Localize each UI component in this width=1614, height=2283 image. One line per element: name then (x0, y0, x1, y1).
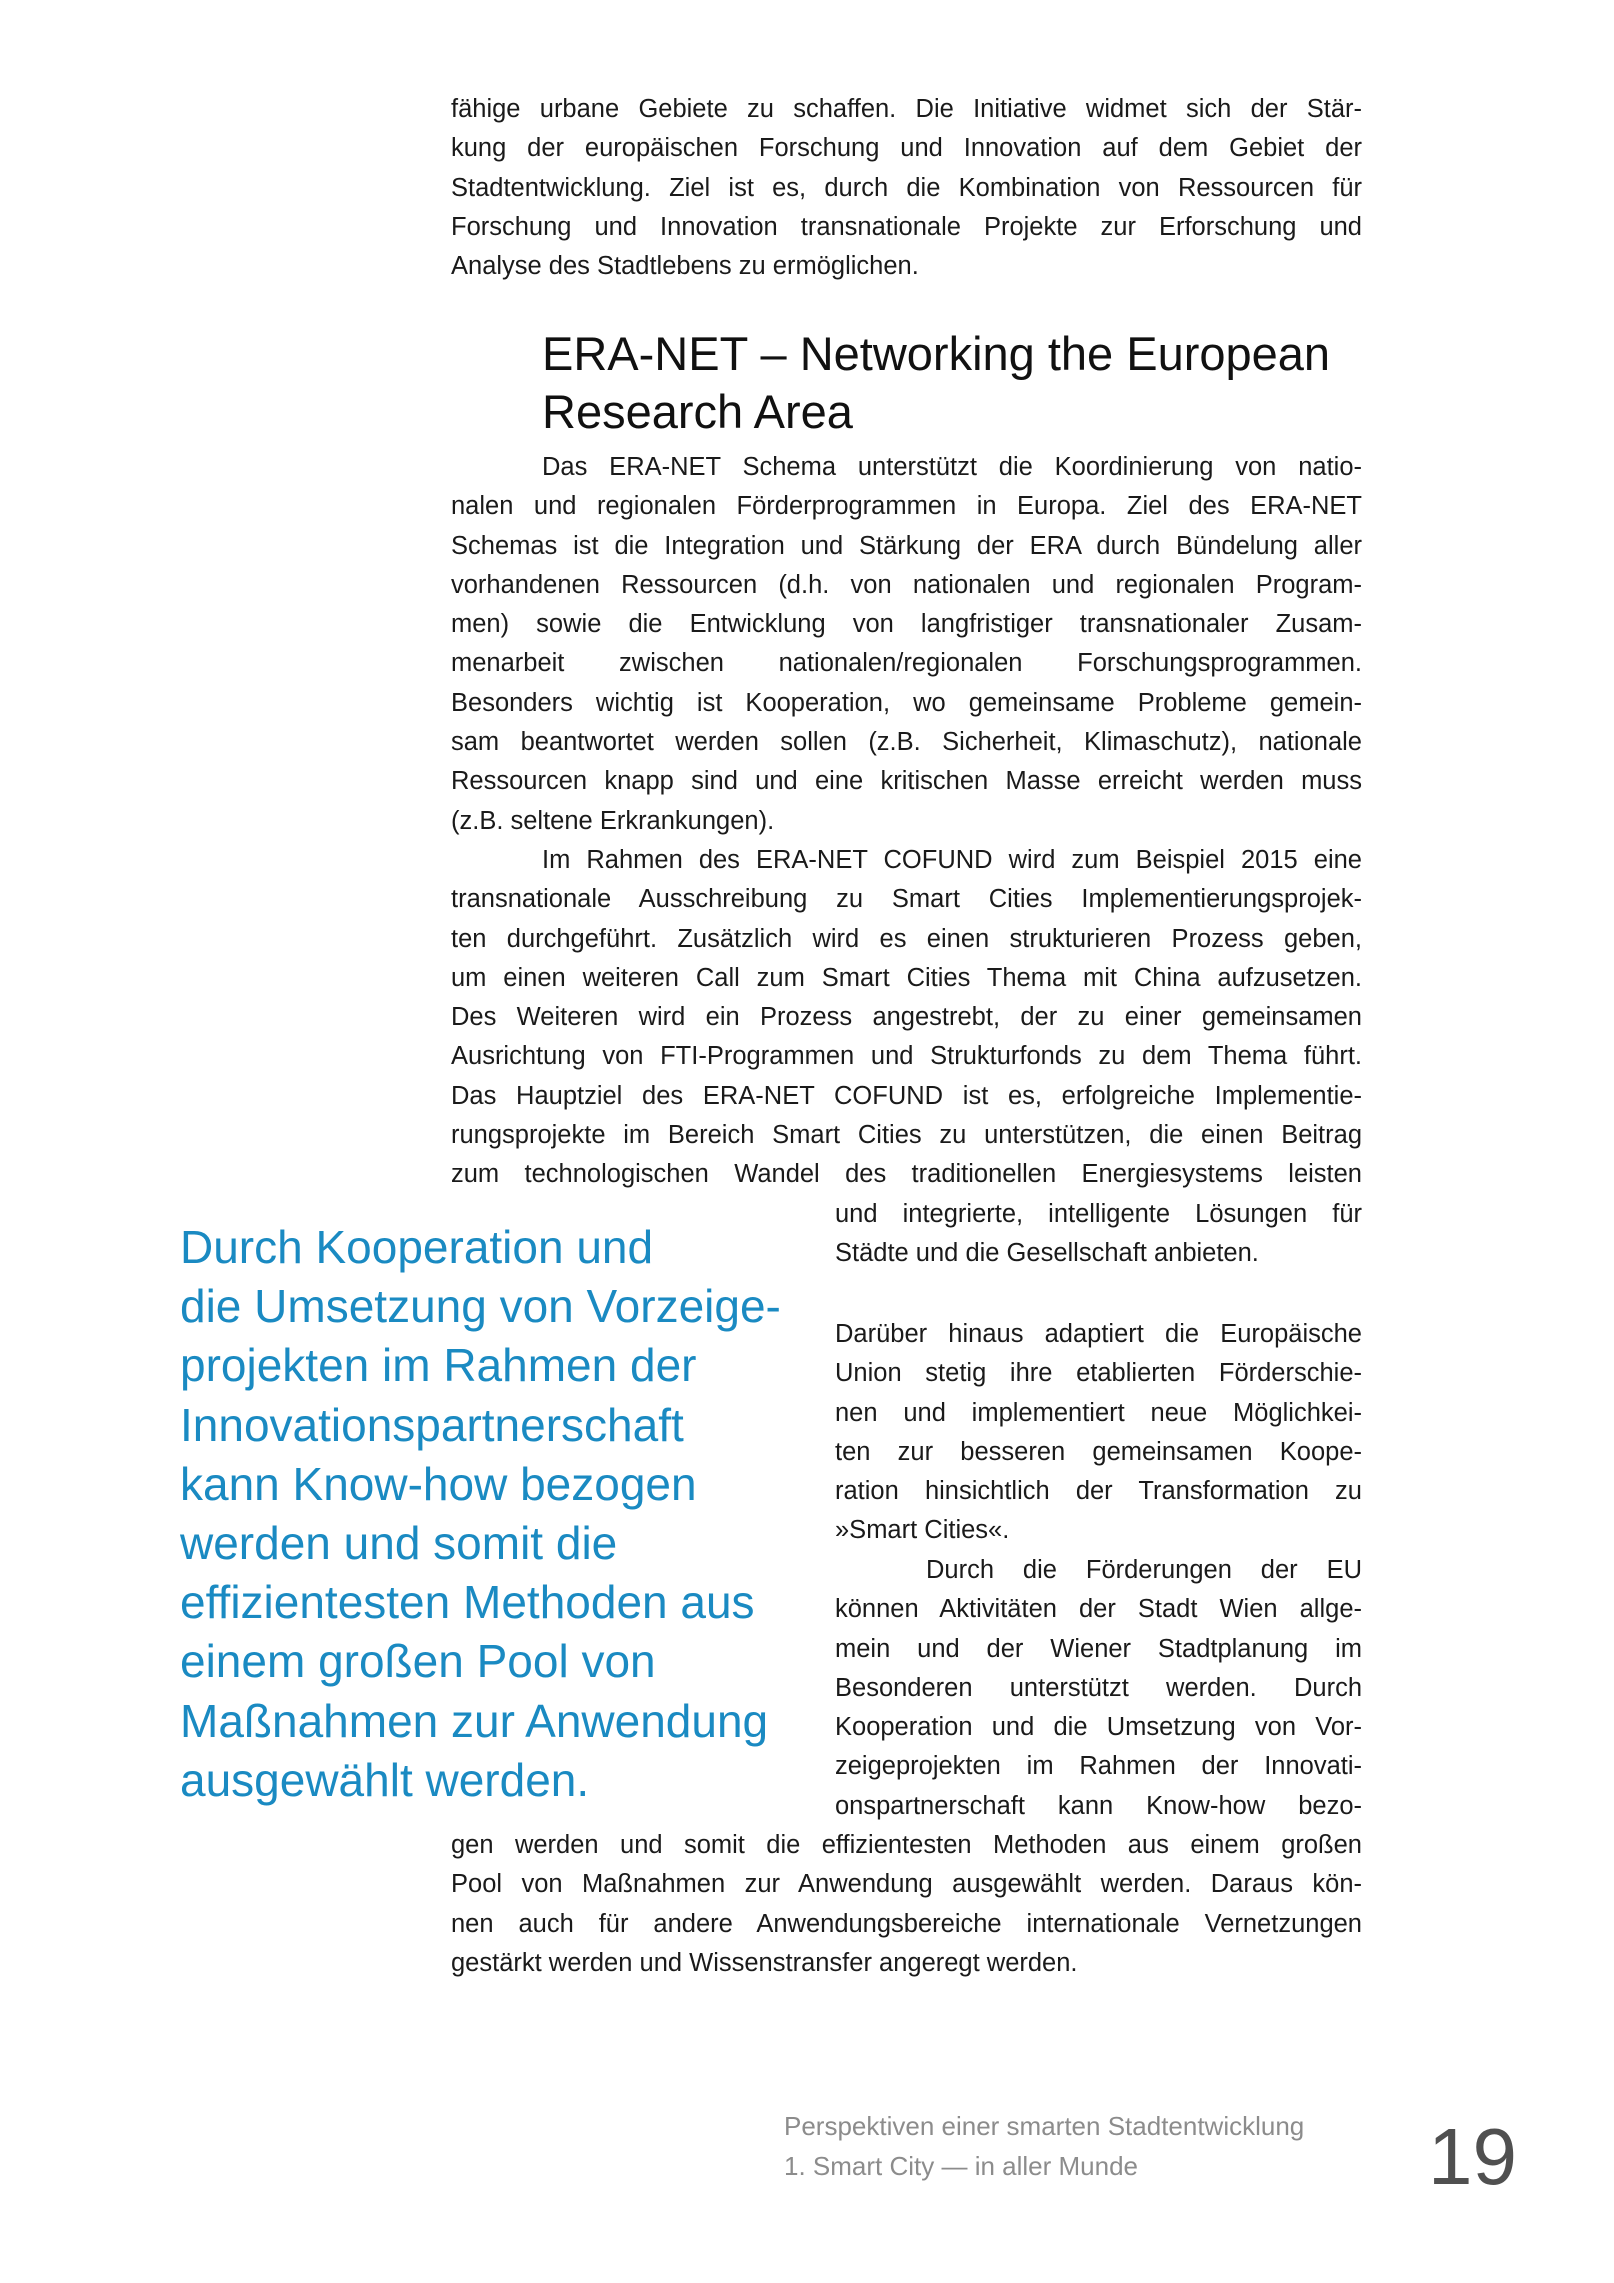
text-line: gestärkt werden und Wissenstransfer angeregt werden. (451, 1948, 1078, 1977)
text-line: »Smart Cities«. (835, 1516, 1010, 1545)
text-line: vorhandenen Ressourcen (d.h. von nationalen und regionalen Program- (451, 570, 1362, 599)
text-line: Das ERA-NET Schema unterstützt die Koordinierung von natio- (542, 453, 1362, 481)
paragraph-era-net-cofund-continued (835, 1195, 1362, 1274)
text-line: Des Weiteren wird ein Prozess angestrebt, der zu einer gemeinsamen (451, 1003, 1362, 1032)
text-line: gen werden und somit die effizientesten Methoden aus einem großen (451, 1831, 1362, 1859)
text-line: Analyse des Stadtlebens zu ermöglichen. (451, 252, 919, 281)
paragraph-eu-adaptation (835, 1315, 1362, 1551)
text-line: Durch die Förderungen der EU (926, 1556, 1362, 1584)
text-line: mein und der Wiener Stadtplanung im (835, 1634, 1362, 1663)
text-line: Kooperation und die Umsetzung von Vor- (835, 1713, 1362, 1742)
text-line: nalen und regionalen Förderprogrammen in Europa. Ziel des ERA-NET (451, 492, 1362, 521)
text-line: ration hinsichtlich der Transformation zu (835, 1477, 1362, 1506)
text-line: nen und implementiert neue Möglichkei- (835, 1398, 1362, 1427)
text-line: onspartnerschaft kann Know-how bezo- (835, 1791, 1362, 1820)
text-line: Union stetig ihre etablierten Förderschie- (835, 1359, 1362, 1388)
text-line: ten durchgeführt. Zusätzlich wird es einen strukturieren Prozess geben, (451, 924, 1362, 953)
text-line: zum technologischen Wandel des traditionellen Energiesystems leisten (451, 1160, 1362, 1189)
pull-quote-line: Innovationspartnerschaft (180, 1398, 684, 1451)
text-line: um einen weiteren Call zum Smart Cities Thema mit China aufzusetzen. (451, 963, 1362, 992)
text-line: zeigeprojekten im Rahmen der Innovati- (835, 1752, 1362, 1781)
text-line: (z.B. seltene Erkrankungen). (451, 806, 775, 835)
text-line: nen auch für andere Anwendungsbereiche internationale Vernetzungen (451, 1909, 1362, 1938)
paragraph-eu-funding-continued (451, 1826, 1362, 1983)
text-line: und integrierte, intelligente Lösungen für (835, 1200, 1362, 1228)
pull-quote-line: ausgewählt werden. (180, 1753, 590, 1806)
footer-chapter: 1. Smart City — in aller Munde (784, 2151, 1139, 2181)
text-line: Forschung und Innovation transnationale Projekte zur Erforschung und (451, 212, 1362, 241)
pull-quote-line: Durch Kooperation und (180, 1221, 654, 1273)
text-line: Pool von Maßnahmen zur Anwendung ausgewählt werden. Daraus kön- (451, 1870, 1362, 1899)
text-line: Schemas ist die Integration und Stärkung der ERA durch Bündelung aller (451, 531, 1362, 560)
pull-quote (180, 1218, 820, 1810)
pull-quote-line: kann Know-how bezogen (180, 1457, 697, 1510)
text-line: transnationale Ausschreibung zu Smart Cities Implementierungsprojek- (451, 885, 1362, 914)
footer-title: Perspektiven einer smarten Stadtentwicklung (784, 2111, 1305, 2141)
pull-quote-line: einem großen Pool von (180, 1635, 656, 1688)
intro-paragraph (451, 90, 1362, 286)
text-line: Stadtentwicklung. Ziel ist es, durch die Kombination von Ressourcen für (451, 173, 1362, 202)
pull-quote-line: die Umsetzung von Vorzeige- (180, 1280, 781, 1333)
text-line: menarbeit zwischen nationalen/regionalen Forschungsprogrammen. (451, 649, 1362, 678)
paragraph-eu-funding (835, 1551, 1362, 1826)
text-line: können Aktivitäten der Stadt Wien allge- (835, 1595, 1362, 1624)
paragraph-era-net-schema (451, 448, 1362, 841)
heading-line: ERA-NET – Networking the European (542, 327, 1331, 380)
heading-line: Research Area (542, 385, 853, 438)
text-line: Ressourcen knapp sind und eine kritischen Masse erreicht werden muss (451, 767, 1362, 796)
text-line: kung der europäischen Forschung und Innovation auf dem Gebiet der (451, 134, 1362, 163)
pull-quote-line: projekten im Rahmen der (180, 1339, 697, 1392)
text-line: rungsprojekte im Bereich Smart Cities zu unterstützen, die einen Beitrag (451, 1121, 1362, 1150)
page-number: 19 (1428, 2112, 1517, 2201)
paragraph-era-net-cofund (451, 841, 1362, 1195)
text-line: Ausrichtung von FTI-Programmen und Strukturfonds zu dem Thema führt. (451, 1042, 1362, 1071)
text-line: Städte und die Gesellschaft anbieten. (835, 1239, 1259, 1268)
text-line: Besonders wichtig ist Kooperation, wo gemeinsame Probleme gemein- (451, 688, 1362, 717)
text-line: sam beantwortet werden sollen (z.B. Sicherheit, Klimaschutz), nationale (451, 728, 1362, 757)
text-line: Das Hauptziel des ERA-NET COFUND ist es, erfolgreiche Implementie- (451, 1081, 1362, 1110)
text-line: ten zur besseren gemeinsamen Koope- (835, 1437, 1362, 1466)
text-line: Darüber hinaus adaptiert die Europäische (835, 1320, 1362, 1348)
text-line: men) sowie die Entwicklung von langfristiger transnationaler Zusam- (451, 610, 1362, 639)
text-line: fähige urbane Gebiete zu schaffen. Die Initiative widmet sich der Stär- (451, 95, 1362, 123)
pull-quote-line: Maßnahmen zur Anwendung (180, 1694, 769, 1747)
section-heading (542, 325, 1362, 441)
pull-quote-line: effizientesten Methoden aus (180, 1576, 755, 1629)
text-line: Besonderen unterstützt werden. Durch (835, 1673, 1362, 1702)
pull-quote-line: werden und somit die (180, 1517, 618, 1570)
text-line: Im Rahmen des ERA-NET COFUND wird zum Beispiel 2015 eine (542, 846, 1362, 874)
running-footer (784, 2106, 1304, 2186)
